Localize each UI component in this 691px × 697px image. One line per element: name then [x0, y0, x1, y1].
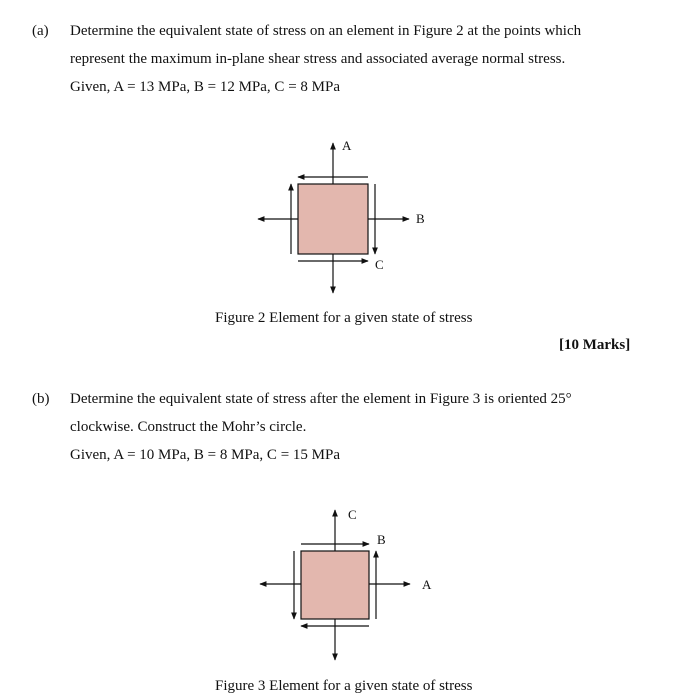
fig2-label-c: C [375, 257, 384, 272]
figure-3-caption: Figure 3 Element for a given state of stress [215, 678, 473, 694]
part-a-question-line2: represent the maximum in-plane shear stress and associated average normal stress. [70, 51, 566, 67]
figure-2-caption: Figure 2 Element for a given state of stress [215, 310, 473, 326]
fig2-label-a: A [342, 138, 352, 153]
part-a-marks: [10 Marks] [559, 337, 631, 353]
fig3-label-b: B [377, 532, 386, 547]
part-a-label: (a) [32, 23, 49, 39]
part-b-question-line2: clockwise. Construct the Mohr’s circle. [70, 419, 307, 435]
part-b-question-line1: Determine the equivalent state of stress after the element in Figure 3 is oriented 25° [70, 391, 572, 407]
fig3-label-c: C [348, 507, 357, 522]
part-a-question-line1: Determine the equivalent state of stress on an element in Figure 2 at the points which [70, 23, 582, 39]
fig2-label-b: B [416, 211, 425, 226]
figure-3-element [301, 551, 369, 619]
part-a-given: Given, A = 13 MPa, B = 12 MPa, C = 8 MPa [70, 79, 340, 95]
part-b-label: (b) [32, 391, 50, 407]
fig3-label-a: A [422, 577, 432, 592]
part-b-given: Given, A = 10 MPa, B = 8 MPa, C = 15 MPa [70, 447, 340, 463]
